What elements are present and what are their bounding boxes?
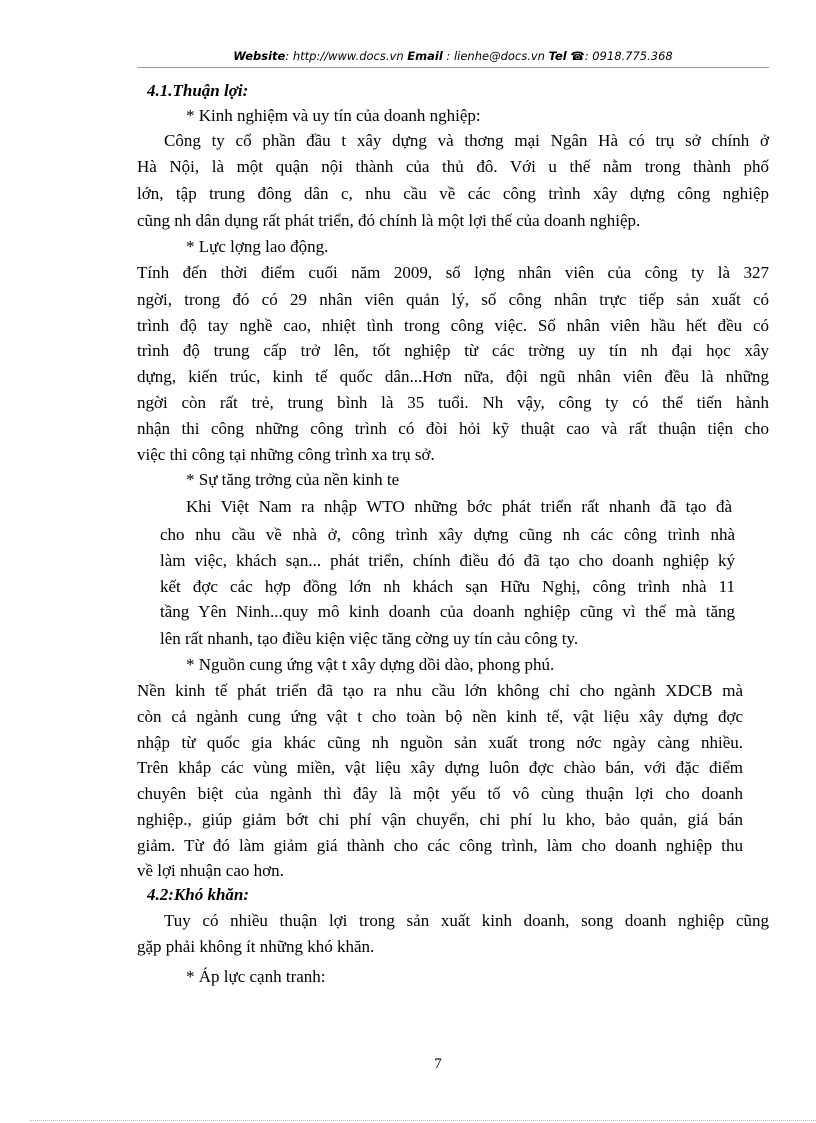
text-line: Công ty cổ phần đầu t xây dựng và thơng mại Ngân Hà có trụ sở chính ở [164,131,769,150]
text-line: ngời, trong đó có 29 nhân viên quản lý, số công nhân trực tiếp sản xuất có [137,290,769,309]
subheading-competition: * Áp lực cạnh tranh: [186,967,326,986]
page-bottom-border [30,1120,816,1121]
tel-label: Tel [548,49,567,63]
text-line: cho nhu cầu về nhà ở, công trình xây dựng cũng nh các công trình nhà [160,525,735,544]
section-heading-difficulties: 4.2:Khó khăn: [147,885,250,904]
text-line: nghiệp., giúp giảm bớt chi phí vận chuyển, chi phí lu kho, bảo quản, giá bán [137,810,743,829]
subheading-growth: * Sự tăng trởng của nền kinh te [186,470,400,489]
website-label: Website [233,49,286,63]
text-line: Trên khắp các vùng miền, vật liệu xây dựng luôn đợc chào bán, với đặc điểm [137,758,743,777]
text-line: ngời còn rất trẻ, trung bình là 35 tuổi. Nh vậy, công ty có thể tiến hành [137,393,769,412]
text-line: Tính đến thời điểm cuối năm 2009, số lợng nhân viên của công ty là 327 [137,263,769,282]
text-line: gặp phải không ít những khó khăn. [137,937,375,956]
text-line: Hà Nội, là một quận nội thành của thủ đô. Với u thế nằm trong thành phố [137,157,769,176]
website-value: : http://www.docs.vn [285,49,404,63]
text-line: nhận thi công những công trình có đòi hỏi kỹ thuật cao và rất thuận tiện cho [137,419,769,438]
text-line: Nền kinh tế phát triển đã tạo ra nhu cầu lớn không chỉ cho ngành XDCB mà [137,681,743,700]
text-line: chuyên biệt của ngành thì đây là một yếu tố vô cùng thuận lợi cho doanh [137,784,743,803]
tel-value: ☎: 0918.775.368 [566,49,673,63]
subheading-supply: * Nguồn cung ứng vật t xây dựng dồi dào, phong phú. [186,655,555,674]
text-line: tầng Yên Ninh...quy mô kinh doanh của doanh nghiệp cũng vì thế mà tăng [160,602,735,621]
text-line: nhập từ quốc gia khác cũng nh nguồn sản xuất trong nớc ngày càng nhiều. [137,733,743,752]
page-header [137,48,769,64]
subheading-workforce: * Lực lợng lao động. [186,237,329,256]
text-line: Khi Việt Nam ra nhập WTO những bớc phát triển rất nhanh đã tạo đà [186,497,732,516]
text-line: việc thi công tại những công trình xa trụ sở. [137,445,435,464]
email-value: : lienhe@docs.vn [442,49,545,63]
page-number: 7 [434,1056,442,1072]
text-line: trình độ tay nghề cao, nhiệt tình trong công việc. Số nhân viên hầu hết đều có [137,316,769,335]
text-line: về lợi nhuận cao hơn. [137,861,284,880]
text-line: lớn, tập trung đông dân c, nhu cầu về các công trình xây dựng công nghiệp [137,184,769,203]
header-rule [137,67,769,68]
section-heading-advantages: 4.1.Thuận lợi: [147,81,249,100]
text-line: giảm. Từ đó làm giảm giá thành cho các công trình, làm cho doanh nghiệp thu [137,836,743,855]
text-line: lên rất nhanh, tạo điều kiện việc tăng cờng uy tín cảu công ty. [160,629,579,648]
email-label: Email [407,49,443,63]
text-line: còn cả ngành cung ứng vật t cho toàn bộ nền kinh tế, vật liệu xây dựng đợc [137,707,743,726]
text-line: làm việc, khách sạn... phát triển, chính điều đó đã tạo cho doanh nghiệp ký [160,551,735,570]
text-line: Tuy có nhiều thuận lợi trong sản xuất kinh doanh, song doanh nghiệp cũng [164,911,769,930]
text-line: cũng nh dân dụng rất phát triển, đó chính là một lợi thế của doanh nghiệp. [137,211,641,230]
text-line: kết đợc các hợp đồng lớn nh khách sạn Hữu Nghị, công trình nhà 11 [160,577,735,596]
text-line: trình độ trung cấp trở lên, tốt nghiệp từ các trờng uy tín nh đại học xây [137,341,769,360]
subheading-experience: * Kinh nghiệm và uy tín của doanh nghiệp: [186,106,481,125]
text-line: dựng, kiến trúc, kinh tế quốc dân...Hơn nữa, đội ngũ nhân viên đều là những [137,367,769,386]
